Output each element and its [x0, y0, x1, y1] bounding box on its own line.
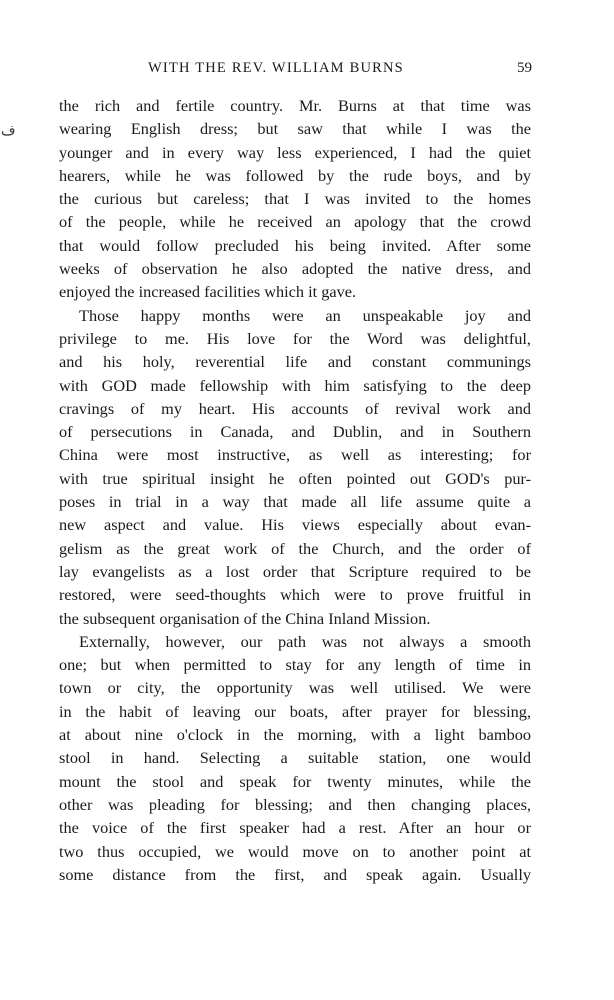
text-line: privilege to me. His love for the Word was delightful, [59, 328, 531, 348]
text-line: lay evangelists as a lost order that Scripture required to be [59, 561, 531, 581]
text-line: at about nine o'clock in the morning, with a light bamboo [59, 725, 531, 745]
text-line: the subsequent organisation of the China Inland Mission. [59, 608, 431, 628]
text-line: Externally, however, our path was not always a smooth [79, 631, 531, 651]
text-line: China were most instructive, as well as interesting; for [59, 445, 531, 465]
running-header [60, 60, 532, 80]
text-line: restored, were seed-thoughts which were to prove fruitful in [59, 585, 531, 605]
text-line: new aspect and value. His views especially about evan- [59, 515, 531, 535]
text-line: and his holy, reverential life and constant communings [59, 352, 531, 372]
text-line: other was pleading for blessing; and then changing places, [59, 794, 531, 814]
text-line: cravings of my heart. His accounts of revival work and [59, 398, 531, 418]
text-line: the voice of the first speaker had a rest. After an hour or [59, 818, 531, 838]
text-line: the curious but careless; that I was invited to the homes [59, 189, 531, 209]
paragraph-1 [59, 94, 531, 304]
text-line: Those happy months were an unspeakable joy and [79, 305, 531, 325]
text-line: of the people, while he received an apology that the crowd [59, 212, 531, 232]
text-line: some distance from the first, and speak again. Usually [59, 864, 531, 884]
paragraph-2 [59, 304, 531, 630]
text-line: weeks of observation he also adopted the native dress, and [59, 259, 531, 279]
text-line: gelism as the great work of the Church, and the order of [59, 538, 531, 558]
margin-mark: ف [1, 124, 16, 139]
text-line: wearing English dress; but saw that while I was the [59, 119, 531, 139]
text-line: town or city, the opportunity was well utilised. We were [59, 678, 531, 698]
text-line: in the habit of leaving our boats, after prayer for blessing, [59, 701, 531, 721]
page-number: 59 [517, 60, 532, 76]
text-line: hearers, while he was followed by the rude boys, and by [59, 165, 531, 185]
text-line: of persecutions in Canada, and Dublin, and in Southern [59, 422, 531, 442]
text-line: with true spiritual insight he often pointed out GOD's pur- [59, 468, 531, 488]
paragraph-3 [59, 630, 531, 886]
text-line: two thus occupied, we would move on to another point at [59, 841, 531, 861]
text-line: the rich and fertile country. Mr. Burns at that time was [59, 96, 531, 115]
text-line: with GOD made fellowship with him satisfying to the deep [59, 375, 531, 395]
text-line: stool in hand. Selecting a suitable station, one would [59, 748, 531, 768]
text-line: one; but when permitted to stay for any length of time in [59, 655, 531, 675]
text-line: younger and in every way less experienced, I had the quiet [59, 142, 531, 162]
body-text [59, 94, 531, 886]
text-line: poses in trial in a way that made all life assume quite a [59, 492, 531, 512]
text-line: enjoyed the increased facilities which it gave. [59, 282, 357, 302]
text-line: that would follow precluded his being invited. After some [59, 235, 531, 255]
text-line: mount the stool and speak for twenty minutes, while the [59, 771, 531, 791]
running-title: WITH THE REV. WILLIAM BURNS [148, 60, 404, 76]
